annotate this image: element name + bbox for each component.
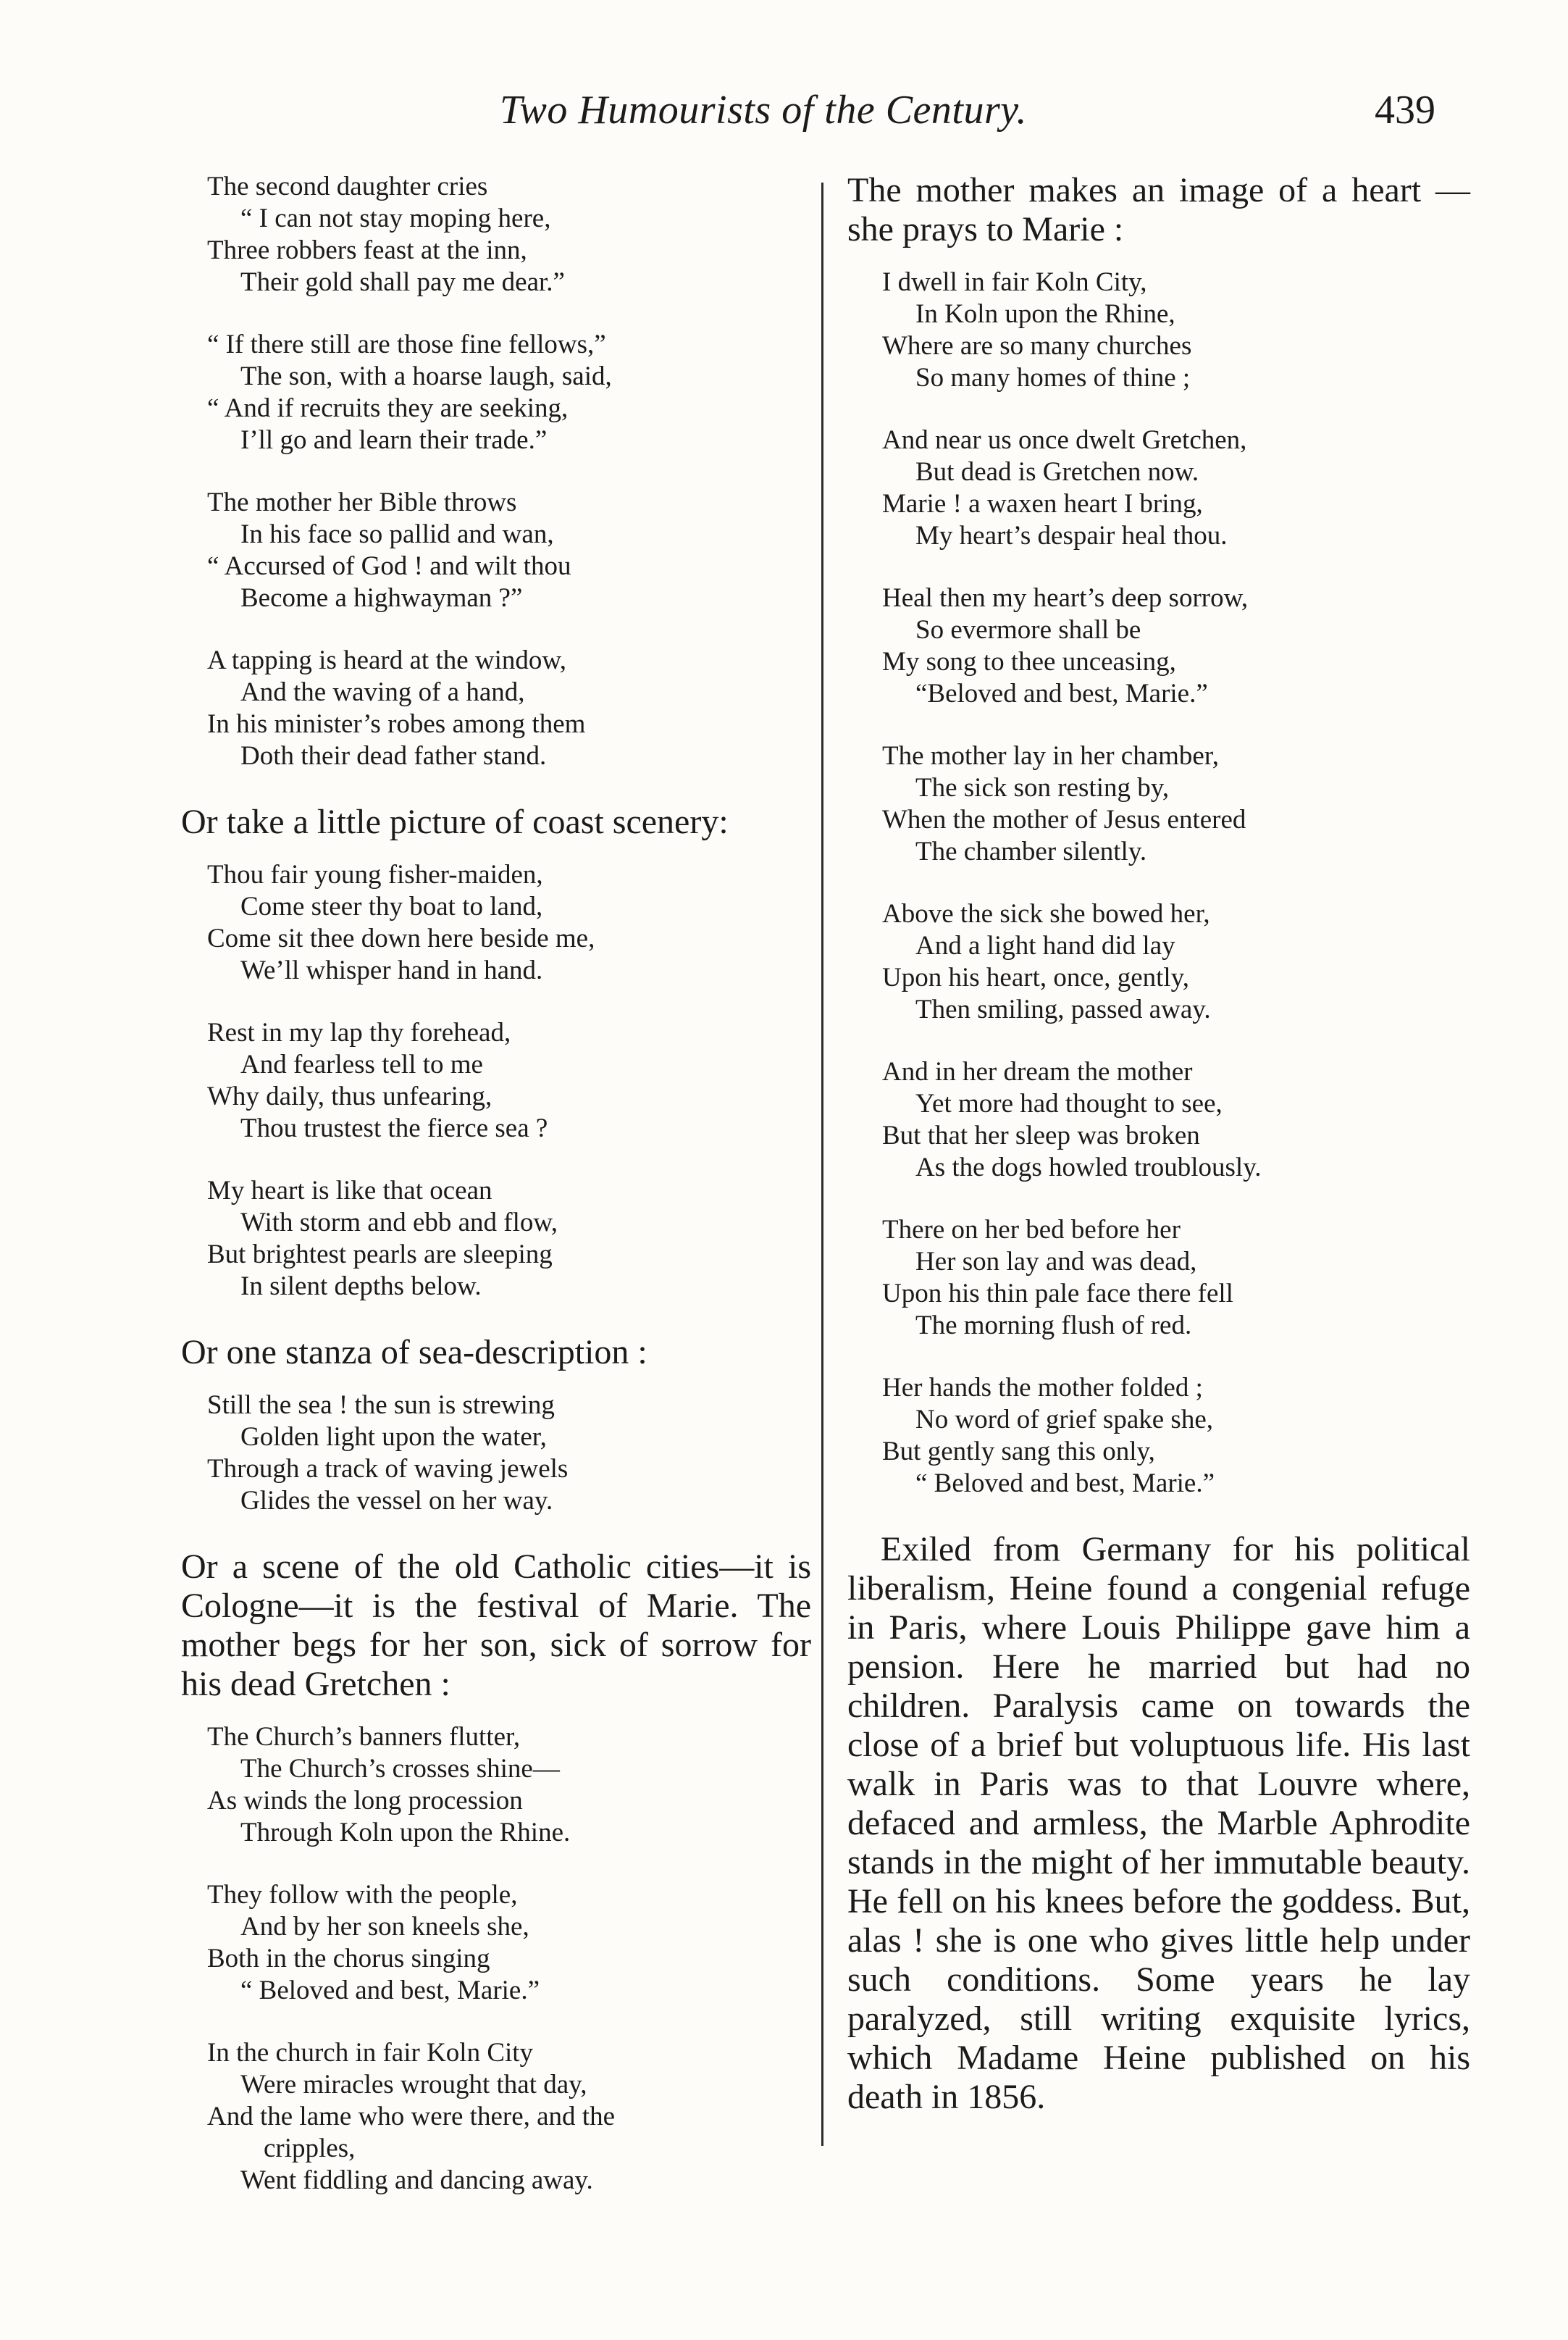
verse-line: The second daughter cries (207, 172, 488, 201)
verse-line: And a light hand did lay (915, 931, 1175, 961)
verse-line: Doth their dead father stand. (240, 741, 547, 771)
verse-line: The mother her Bible throws (207, 488, 517, 517)
stanza (207, 859, 811, 987)
poem-ballad (207, 171, 811, 772)
verse-line: My song to thee unceasing, (882, 647, 1176, 677)
poem-koln-procession (207, 1721, 811, 2197)
verse-line: With storm and ebb and flow, (240, 1208, 558, 1237)
verse-line: Above the sick she bowed her, (882, 899, 1210, 929)
intro-cologne-festival: Or a scene of the old Catholic cities—it is Cologne—it is the festival of Marie. The mother begs for her son, sick of sorrow for his dead Gretchen : (181, 1547, 811, 1703)
verse-line: When the mother of Jesus entered (882, 805, 1246, 835)
verse-line: We’ll whisper hand in hand. (240, 956, 543, 985)
stanza (207, 171, 811, 298)
stanza (207, 2037, 811, 2197)
running-title: Two Humourists of the Century. (500, 88, 1028, 133)
verse-line: Thou trustest the fierce sea ? (240, 1113, 548, 1143)
verse-line: Heal then my heart’s deep sorrow, (882, 583, 1249, 613)
stanza (207, 1017, 811, 1145)
verse-line: Were miracles wrought that day, (240, 2070, 587, 2099)
verse-line: In the church in fair Koln City (207, 2038, 534, 2068)
verse-line: Still the sea ! the sun is strewing (207, 1390, 555, 1420)
verse-line: And in her dream the mother (882, 1057, 1193, 1087)
verse-line: As the dogs howled troublously. (915, 1153, 1262, 1182)
verse-line: And the lame who were there, and the (207, 2102, 616, 2131)
verse-line: Went fiddling and dancing away. (240, 2165, 593, 2195)
verse-line: And by her son kneels she, (240, 1912, 529, 1942)
stanza (882, 898, 1470, 1026)
stanza (882, 425, 1470, 552)
poem-fisher-maiden (207, 859, 811, 1303)
stanza (207, 487, 811, 614)
stanza (882, 1372, 1470, 1500)
verse-line: As winds the long procession (207, 1786, 523, 1815)
stanza (882, 740, 1470, 868)
verse-line: The son, with a hoarse laugh, said, (240, 362, 612, 391)
verse-line: Become a highwayman ?” (240, 583, 523, 613)
verse-line: “Beloved and best, Marie.” (915, 679, 1208, 709)
page-number: 439 (1375, 88, 1435, 133)
verse-line: Glides the vessel on her way. (240, 1486, 553, 1516)
verse-line: In his minister’s robes among them (207, 709, 586, 739)
verse-line: My heart’s despair heal thou. (915, 521, 1228, 551)
verse-line: The chamber silently. (915, 837, 1147, 866)
verse-line: But that her sleep was broken (882, 1121, 1200, 1150)
column-divider (821, 183, 823, 2146)
verse-line: Yet more had thought to see, (915, 1089, 1223, 1119)
stanza (207, 1879, 811, 2007)
left-column (181, 171, 811, 2227)
verse-line: Her hands the mother folded ; (882, 1373, 1203, 1403)
stanza (207, 645, 811, 772)
verse-line: In his face so pallid and wan, (240, 519, 554, 549)
verse-line: No word of grief spake she, (915, 1405, 1213, 1434)
poem-prayer-to-marie (882, 267, 1470, 1500)
verse-line: But dead is Gretchen now. (915, 457, 1199, 487)
verse-line: And the waving of a hand, (240, 677, 525, 707)
stanza (207, 329, 811, 456)
stanza (207, 1390, 811, 1517)
poem-still-the-sea (207, 1390, 811, 1517)
verse-line: “ Accursed of God ! and wilt thou (207, 551, 571, 581)
verse-line: A tapping is heard at the window, (207, 645, 566, 675)
verse-line: The sick son resting by, (915, 773, 1170, 803)
verse-line: Through Koln upon the Rhine. (240, 1818, 571, 1847)
verse-line: Then smiling, passed away. (915, 995, 1211, 1024)
verse-line: In Koln upon the Rhine, (915, 299, 1175, 329)
stanza (882, 1214, 1470, 1342)
stanza (207, 1175, 811, 1303)
verse-line: Rest in my lap thy forehead, (207, 1018, 511, 1048)
intro-sea-description: Or one stanza of sea-description : (181, 1333, 647, 1371)
verse-line: Marie ! a waxen heart I bring, (882, 489, 1203, 519)
verse-line: Her son lay and was dead, (915, 1247, 1197, 1276)
verse-line: My heart is like that ocean (207, 1176, 492, 1205)
verse-line: The Church’s banners flutter, (207, 1722, 521, 1752)
verse-line: “ Beloved and best, Marie.” (915, 1468, 1215, 1498)
verse-line: The Church’s crosses shine— (240, 1754, 560, 1784)
verse-line: But brightest pearls are sleeping (207, 1240, 553, 1269)
verse-line: Thou fair young fisher-maiden, (207, 860, 543, 890)
right-column (847, 171, 1470, 2134)
stanza (882, 267, 1470, 394)
verse-line: “ I can not stay moping here, (240, 204, 551, 233)
verse-line: So many homes of thine ; (915, 363, 1191, 393)
verse-line: Upon his heart, once, gently, (882, 963, 1190, 993)
verse-line: “ And if recruits they are seeking, (207, 393, 569, 423)
verse-line: And fearless tell to me (240, 1050, 483, 1079)
verse-line: But gently sang this only, (882, 1437, 1155, 1466)
verse-line: The mother lay in her chamber, (882, 741, 1219, 771)
stanza (882, 582, 1470, 710)
verse-line: And near us once dwelt Gretchen, (882, 425, 1247, 455)
verse-line: Upon his thin pale face there fell (882, 1279, 1233, 1308)
stanza (882, 1056, 1470, 1184)
verse-line: Three robbers feast at the inn, (207, 235, 527, 265)
verse-line: I dwell in fair Koln City, (882, 267, 1147, 297)
closing-paragraph: Exiled from Germany for his political liberalism, Heine found a congenial refuge in Paris, where Louis Philippe gave him a pension. Here he married but had no children. Paralysis came on towards the close of a brief but voluptuous life. His last walk in Paris was to that Louvre where, defaced and armless, the Marble Aphrodite stands in the might of her immutable beauty. He fell on his knees before the goddess. But, alas ! she is one who gives little help under such conditions. Some years he lay paralyzed, still writing exquisite lyrics, which Madame Heine published on his death in 1856. (847, 1530, 1470, 2116)
intro-image-of-heart: The mother makes an image of a heart —she prays to Marie : (847, 171, 1470, 248)
verse-line: Both in the chorus singing (207, 1944, 490, 1973)
verse-line: “ If there still are those fine fellows,” (207, 330, 606, 359)
verse-line: I’ll go and learn their trade.” (240, 425, 548, 455)
verse-line: cripples, (264, 2134, 356, 2163)
verse-line: They follow with the people, (207, 1880, 518, 1910)
verse-line: Through a track of waving jewels (207, 1454, 569, 1484)
verse-line: Their gold shall pay me dear.” (240, 267, 565, 297)
verse-line: So evermore shall be (915, 615, 1141, 645)
verse-line: Where are so many churches (882, 331, 1192, 361)
intro-coast-scenery: Or take a little picture of coast scenery: (181, 803, 729, 841)
verse-line: Come sit thee down here beside me, (207, 924, 595, 953)
verse-line: In silent depths below. (240, 1271, 482, 1301)
verse-line: The morning flush of red. (915, 1311, 1192, 1340)
verse-line: “ Beloved and best, Marie.” (240, 1976, 540, 2005)
verse-line: Come steer thy boat to land, (240, 892, 543, 922)
verse-line: Why daily, thus unfearing, (207, 1082, 492, 1111)
verse-line: Golden light upon the water, (240, 1422, 547, 1452)
page-header (0, 87, 1568, 145)
verse-line: There on her bed before her (882, 1215, 1181, 1245)
stanza (207, 1721, 811, 1849)
